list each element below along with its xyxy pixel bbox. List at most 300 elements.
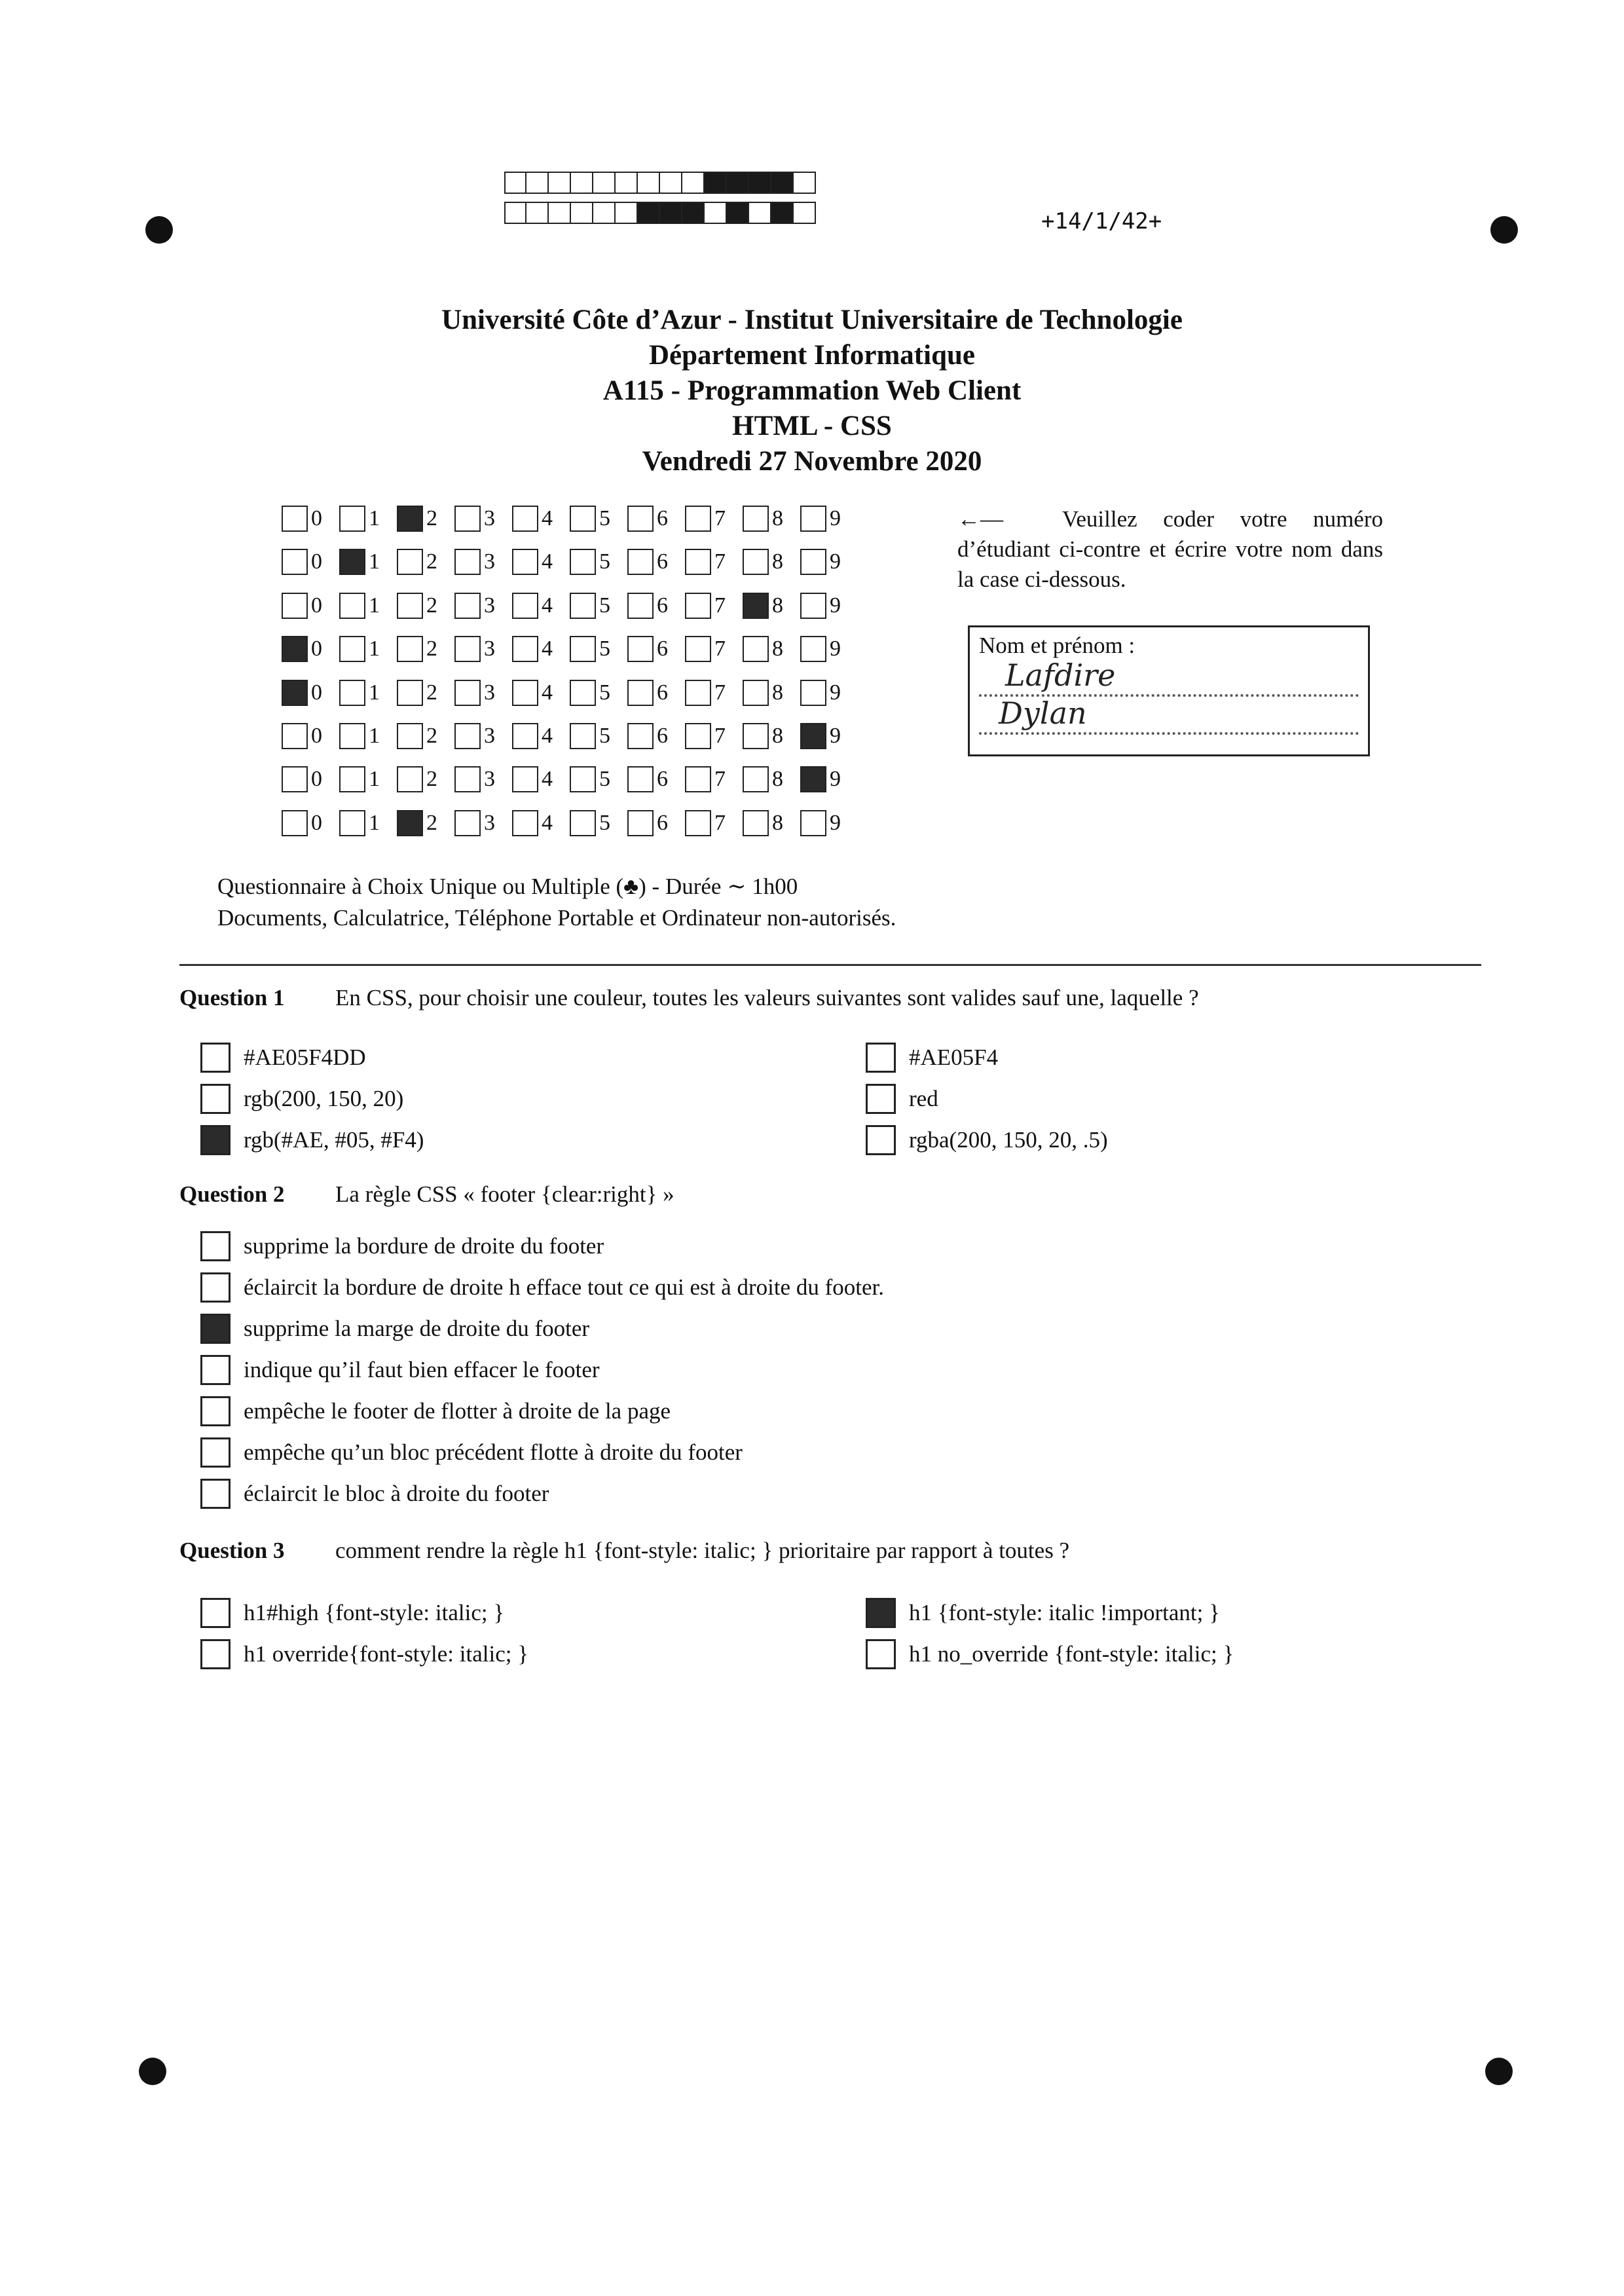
barcode-cell — [771, 172, 794, 194]
exam-info-line-1: Questionnaire à Choix Unique ou Multiple (♣) - Durée ∼ 1h00 — [217, 874, 798, 899]
digit-option[interactable] — [454, 593, 512, 619]
digit-option[interactable] — [454, 810, 512, 836]
digit-option[interactable] — [627, 636, 685, 662]
digit-checkbox[interactable] — [282, 680, 308, 706]
digit-checkbox[interactable] — [570, 549, 596, 575]
digit-option[interactable] — [570, 680, 627, 706]
digit-label: 4 — [542, 637, 553, 661]
answer-text: h1 no_override {font-style: italic; } — [909, 1641, 1234, 1667]
digit-label: 0 — [311, 767, 322, 792]
exam-info — [217, 871, 896, 934]
digit-label: 0 — [311, 680, 322, 705]
digit-label: 8 — [772, 637, 783, 661]
digit-label: 8 — [772, 506, 783, 530]
digit-option[interactable] — [282, 810, 339, 836]
digit-checkbox[interactable] — [512, 636, 538, 662]
name-box-label: Nom et prénom : — [979, 633, 1135, 658]
q1-answer-5[interactable] — [200, 1125, 424, 1155]
digit-label: 4 — [542, 593, 553, 618]
digit-option[interactable] — [570, 506, 627, 532]
digit-label: 8 — [772, 767, 783, 792]
digit-option[interactable] — [454, 680, 512, 706]
answer-text: supprime la marge de droite du footer — [244, 1316, 590, 1341]
digit-checkbox[interactable] — [397, 549, 423, 575]
digit-option[interactable] — [512, 680, 570, 706]
q2-answer-3[interactable] — [200, 1314, 589, 1344]
digit-checkbox[interactable] — [627, 506, 654, 532]
digit-checkbox[interactable] — [454, 506, 481, 532]
checkbox[interactable] — [200, 1125, 231, 1155]
q1-answer-3[interactable] — [200, 1084, 403, 1114]
header-university: Université Côte d’Azur - Institut Universitaire de Technologie — [441, 305, 1183, 335]
digit-label: 6 — [657, 549, 668, 574]
q3-answer-1[interactable] — [200, 1598, 504, 1628]
page-code: +14/1/42+ — [1041, 208, 1162, 234]
answer-text: empêche le footer de flotter à droite de la page — [244, 1398, 671, 1424]
digit-checkbox[interactable] — [454, 593, 481, 619]
question-2-text: La règle CSS « footer {clear:right} » — [335, 1181, 674, 1207]
digit-checkbox[interactable] — [570, 766, 596, 792]
barcode-cell — [549, 172, 571, 194]
digit-checkbox[interactable] — [282, 766, 308, 792]
digit-checkbox[interactable] — [512, 810, 538, 836]
digit-option[interactable] — [570, 766, 627, 792]
digit-label: 8 — [772, 593, 783, 618]
digit-label: 2 — [426, 506, 437, 530]
digit-checkbox[interactable] — [800, 723, 826, 749]
checkbox[interactable] — [866, 1125, 896, 1155]
digit-option[interactable] — [282, 506, 339, 532]
digit-option[interactable] — [627, 723, 685, 749]
digit-option[interactable] — [743, 680, 800, 706]
checkbox[interactable] — [200, 1639, 231, 1669]
digit-checkbox[interactable] — [282, 549, 308, 575]
digit-checkbox[interactable] — [627, 723, 654, 749]
digit-option[interactable] — [339, 810, 397, 836]
digit-label: 1 — [369, 680, 380, 705]
digit-option[interactable] — [397, 723, 454, 749]
barcode-cell — [682, 202, 705, 224]
digit-checkbox[interactable] — [743, 723, 769, 749]
digit-checkbox[interactable] — [570, 506, 596, 532]
digit-checkbox[interactable] — [627, 593, 654, 619]
digit-option[interactable] — [512, 723, 570, 749]
exam-info-line-2: Documents, Calculatrice, Téléphone Portable et Ordinateur non-autorisés. — [217, 905, 896, 931]
digit-label: 2 — [426, 549, 437, 574]
digit-checkbox[interactable] — [339, 549, 365, 575]
digit-option[interactable] — [570, 549, 627, 575]
digit-checkbox[interactable] — [570, 723, 596, 749]
digit-option[interactable] — [800, 680, 858, 706]
digit-label: 3 — [484, 680, 495, 705]
digit-checkbox[interactable] — [282, 723, 308, 749]
digit-label: 0 — [311, 810, 322, 835]
digit-option[interactable] — [743, 506, 800, 532]
digit-checkbox[interactable] — [800, 810, 826, 836]
digit-label: 6 — [657, 767, 668, 792]
digit-option[interactable] — [454, 766, 512, 792]
digit-option[interactable] — [743, 636, 800, 662]
digit-label: 7 — [714, 506, 726, 530]
q1-answer-1[interactable] — [200, 1043, 366, 1073]
checkbox[interactable] — [200, 1314, 231, 1344]
digit-checkbox[interactable] — [800, 549, 826, 575]
header-date: Vendredi 27 Novembre 2020 — [642, 446, 982, 477]
student-id-grid — [282, 504, 858, 852]
digit-option[interactable] — [282, 636, 339, 662]
digit-label: 6 — [657, 680, 668, 705]
digit-checkbox[interactable] — [512, 549, 538, 575]
digit-checkbox[interactable] — [685, 680, 711, 706]
digit-checkbox[interactable] — [743, 549, 769, 575]
digit-label: 8 — [772, 549, 783, 574]
digit-checkbox[interactable] — [743, 593, 769, 619]
digit-label: 5 — [599, 506, 610, 530]
digit-option[interactable] — [282, 593, 339, 619]
barcode-cell — [616, 172, 638, 194]
digit-checkbox[interactable] — [800, 766, 826, 792]
barcode-cell — [638, 172, 660, 194]
digit-label: 0 — [311, 593, 322, 618]
question-2 — [179, 1181, 674, 1208]
digit-label: 1 — [369, 723, 380, 748]
digit-option[interactable] — [800, 766, 858, 792]
student-id-row — [282, 504, 858, 533]
digit-label: 9 — [830, 767, 841, 792]
checkbox[interactable] — [200, 1479, 231, 1509]
barcode-cell — [526, 202, 549, 224]
digit-label: 4 — [542, 723, 553, 748]
question-3 — [179, 1538, 1069, 1564]
barcode-cell — [705, 172, 727, 194]
digit-label: 4 — [542, 549, 553, 574]
digit-checkbox[interactable] — [397, 723, 423, 749]
digit-option[interactable] — [397, 810, 454, 836]
digit-option[interactable] — [685, 680, 743, 706]
digit-checkbox[interactable] — [282, 810, 308, 836]
q1-answer-4[interactable] — [866, 1084, 938, 1114]
digit-option[interactable] — [800, 506, 858, 532]
digit-checkbox[interactable] — [627, 766, 654, 792]
digit-option[interactable] — [627, 506, 685, 532]
digit-option[interactable] — [339, 766, 397, 792]
digit-option[interactable] — [282, 549, 339, 575]
digit-checkbox[interactable] — [685, 593, 711, 619]
barcode-cell — [727, 202, 749, 224]
digit-checkbox[interactable] — [512, 680, 538, 706]
digit-label: 3 — [484, 637, 495, 661]
student-id-row — [282, 591, 858, 620]
digit-option[interactable] — [454, 506, 512, 532]
q2-answer-2[interactable] — [200, 1272, 884, 1303]
digit-label: 9 — [830, 723, 841, 748]
digit-option[interactable] — [685, 506, 743, 532]
digit-checkbox[interactable] — [282, 593, 308, 619]
digit-option[interactable] — [685, 549, 743, 575]
digit-option[interactable] — [800, 636, 858, 662]
barcode-row-1 — [504, 172, 816, 194]
q2-answer-7[interactable] — [200, 1479, 549, 1509]
checkbox[interactable] — [866, 1639, 896, 1669]
digit-checkbox[interactable] — [397, 810, 423, 836]
checkbox[interactable] — [200, 1272, 231, 1303]
barcode-cell — [660, 172, 682, 194]
checkbox[interactable] — [200, 1355, 231, 1385]
digit-checkbox[interactable] — [743, 506, 769, 532]
digit-option[interactable] — [397, 506, 454, 532]
digit-label: 8 — [772, 680, 783, 705]
answer-text: #AE05F4 — [909, 1045, 999, 1070]
digit-checkbox[interactable] — [339, 723, 365, 749]
digit-checkbox[interactable] — [512, 593, 538, 619]
digit-checkbox[interactable] — [454, 549, 481, 575]
digit-checkbox[interactable] — [397, 593, 423, 619]
digit-label: 5 — [599, 593, 610, 618]
digit-option[interactable] — [800, 593, 858, 619]
digit-option[interactable] — [339, 549, 397, 575]
barcode-cell — [638, 202, 660, 224]
barcode-cell — [794, 172, 816, 194]
digit-checkbox[interactable] — [685, 506, 711, 532]
digit-checkbox[interactable] — [454, 680, 481, 706]
digit-checkbox[interactable] — [685, 549, 711, 575]
barcode-cell — [616, 202, 638, 224]
barcode-cell — [571, 202, 593, 224]
digit-option[interactable] — [570, 810, 627, 836]
digit-checkbox[interactable] — [339, 506, 365, 532]
registration-dot-top-right — [1490, 216, 1518, 244]
answer-text: indique qu’il faut bien effacer le footer — [244, 1357, 600, 1382]
digit-label: 6 — [657, 723, 668, 748]
digit-option[interactable] — [397, 549, 454, 575]
digit-checkbox[interactable] — [800, 680, 826, 706]
digit-label: 2 — [426, 637, 437, 661]
q2-answer-1[interactable] — [200, 1231, 604, 1261]
digit-checkbox[interactable] — [685, 636, 711, 662]
digit-option[interactable] — [512, 810, 570, 836]
digit-label: 1 — [369, 637, 380, 661]
digit-option[interactable] — [282, 680, 339, 706]
digit-checkbox[interactable] — [627, 636, 654, 662]
checkbox[interactable] — [200, 1437, 231, 1468]
digit-label: 2 — [426, 767, 437, 792]
checkbox[interactable] — [200, 1598, 231, 1628]
digit-checkbox[interactable] — [743, 766, 769, 792]
digit-option[interactable] — [397, 766, 454, 792]
digit-option[interactable] — [743, 766, 800, 792]
digit-option[interactable] — [454, 723, 512, 749]
digit-label: 2 — [426, 680, 437, 705]
digit-label: 5 — [599, 549, 610, 574]
digit-option[interactable] — [454, 549, 512, 575]
digit-option[interactable] — [570, 593, 627, 619]
digit-checkbox[interactable] — [397, 636, 423, 662]
q1-answer-6[interactable] — [866, 1125, 1108, 1155]
checkbox[interactable] — [200, 1396, 231, 1426]
digit-checkbox[interactable] — [800, 636, 826, 662]
digit-checkbox[interactable] — [800, 593, 826, 619]
checkbox[interactable] — [200, 1084, 231, 1114]
digit-checkbox[interactable] — [512, 723, 538, 749]
barcode-cell — [705, 202, 727, 224]
q2-answer-6[interactable] — [200, 1437, 743, 1468]
digit-option[interactable] — [512, 506, 570, 532]
digit-checkbox[interactable] — [339, 810, 365, 836]
answer-text: rgb(#AE, #05, #F4) — [244, 1127, 424, 1153]
q3-answer-3[interactable] — [200, 1639, 528, 1669]
barcode-cell — [504, 172, 526, 194]
digit-checkbox[interactable] — [454, 810, 481, 836]
question-1 — [179, 985, 1199, 1011]
digit-label: 5 — [599, 767, 610, 792]
name-box[interactable] — [968, 625, 1370, 756]
digit-option[interactable] — [339, 636, 397, 662]
question-3-label: Question 3 — [179, 1538, 285, 1563]
digit-option[interactable] — [339, 506, 397, 532]
digit-option[interactable] — [800, 723, 858, 749]
digit-option[interactable] — [685, 723, 743, 749]
digit-checkbox[interactable] — [512, 506, 538, 532]
digit-checkbox[interactable] — [685, 810, 711, 836]
name-line-2 — [979, 695, 1359, 735]
digit-option[interactable] — [512, 593, 570, 619]
digit-option[interactable] — [685, 593, 743, 619]
digit-label: 3 — [484, 810, 495, 835]
digit-option[interactable] — [743, 810, 800, 836]
digit-checkbox[interactable] — [743, 636, 769, 662]
digit-label: 7 — [714, 549, 726, 574]
digit-label: 3 — [484, 549, 495, 574]
digit-checkbox[interactable] — [685, 723, 711, 749]
digit-checkbox[interactable] — [685, 766, 711, 792]
question-1-text: En CSS, pour choisir une couleur, toutes les valeurs suivantes sont valides sauf une, laquelle ? — [335, 985, 1199, 1010]
digit-checkbox[interactable] — [339, 680, 365, 706]
digit-option[interactable] — [339, 680, 397, 706]
digit-label: 9 — [830, 549, 841, 574]
q3-answer-2[interactable] — [866, 1598, 1220, 1628]
digit-option[interactable] — [685, 766, 743, 792]
digit-checkbox[interactable] — [627, 680, 654, 706]
digit-label: 8 — [772, 723, 783, 748]
digit-checkbox[interactable] — [454, 636, 481, 662]
digit-label: 3 — [484, 723, 495, 748]
digit-option[interactable] — [512, 549, 570, 575]
barcode-cell — [660, 202, 682, 224]
digit-checkbox[interactable] — [627, 549, 654, 575]
digit-option[interactable] — [627, 549, 685, 575]
digit-checkbox[interactable] — [570, 593, 596, 619]
digit-checkbox[interactable] — [743, 680, 769, 706]
digit-checkbox[interactable] — [282, 636, 308, 662]
digit-label: 0 — [311, 506, 322, 530]
digit-label: 3 — [484, 593, 495, 618]
digit-option[interactable] — [743, 549, 800, 575]
digit-label: 7 — [714, 637, 726, 661]
digit-option[interactable] — [570, 636, 627, 662]
registration-dot-top-left — [145, 216, 173, 244]
digit-option[interactable] — [685, 636, 743, 662]
digit-label: 7 — [714, 723, 726, 748]
digit-label: 5 — [599, 680, 610, 705]
exam-header — [0, 303, 1624, 479]
digit-option[interactable] — [512, 766, 570, 792]
digit-option[interactable] — [570, 723, 627, 749]
checkbox[interactable] — [866, 1043, 896, 1073]
checkbox[interactable] — [866, 1084, 896, 1114]
digit-label: 0 — [311, 637, 322, 661]
digit-option[interactable] — [339, 593, 397, 619]
digit-checkbox[interactable] — [339, 636, 365, 662]
digit-option[interactable] — [743, 593, 800, 619]
digit-option[interactable] — [454, 636, 512, 662]
q2-answer-5[interactable] — [200, 1396, 671, 1426]
digit-option[interactable] — [800, 810, 858, 836]
digit-label: 5 — [599, 637, 610, 661]
barcode-cell — [571, 172, 593, 194]
digit-checkbox[interactable] — [397, 680, 423, 706]
digit-option[interactable] — [282, 723, 339, 749]
checkbox[interactable] — [866, 1598, 896, 1628]
handwritten-lastname: Lafdire — [1005, 657, 1116, 693]
digit-label: 6 — [657, 637, 668, 661]
digit-checkbox[interactable] — [570, 636, 596, 662]
digit-option[interactable] — [282, 766, 339, 792]
digit-label: 6 — [657, 810, 668, 835]
q2-answer-4[interactable] — [200, 1355, 600, 1385]
digit-option[interactable] — [397, 593, 454, 619]
digit-label: 0 — [311, 723, 322, 748]
digit-option[interactable] — [685, 810, 743, 836]
digit-label: 2 — [426, 810, 437, 835]
digit-checkbox[interactable] — [627, 810, 654, 836]
digit-checkbox[interactable] — [512, 766, 538, 792]
q3-answer-4[interactable] — [866, 1639, 1234, 1669]
digit-checkbox[interactable] — [282, 506, 308, 532]
digit-option[interactable] — [339, 723, 397, 749]
barcode-row-2 — [504, 202, 816, 224]
barcode-cell — [794, 202, 816, 224]
digit-checkbox[interactable] — [454, 766, 481, 792]
question-3-text: comment rendre la règle h1 {font-style: italic; } prioritaire par rapport à toutes ? — [335, 1538, 1070, 1563]
answer-text: red — [909, 1086, 938, 1111]
digit-checkbox[interactable] — [570, 810, 596, 836]
digit-label: 4 — [542, 767, 553, 792]
digit-option[interactable] — [397, 680, 454, 706]
answer-text: empêche qu’un bloc précédent flotte à droite du footer — [244, 1439, 743, 1465]
digit-option[interactable] — [627, 766, 685, 792]
digit-option[interactable] — [627, 680, 685, 706]
checkbox[interactable] — [200, 1043, 231, 1073]
digit-option[interactable] — [627, 593, 685, 619]
checkbox[interactable] — [200, 1231, 231, 1261]
digit-option[interactable] — [800, 549, 858, 575]
digit-checkbox[interactable] — [397, 766, 423, 792]
digit-checkbox[interactable] — [339, 593, 365, 619]
digit-option[interactable] — [627, 810, 685, 836]
digit-checkbox[interactable] — [454, 723, 481, 749]
digit-checkbox[interactable] — [800, 506, 826, 532]
digit-option[interactable] — [397, 636, 454, 662]
q1-answer-2[interactable] — [866, 1043, 998, 1073]
barcode-cell — [749, 172, 771, 194]
digit-checkbox[interactable] — [397, 506, 423, 532]
digit-checkbox[interactable] — [743, 810, 769, 836]
barcode-cell — [727, 172, 749, 194]
digit-checkbox[interactable] — [570, 680, 596, 706]
digit-option[interactable] — [512, 636, 570, 662]
digit-option[interactable] — [743, 723, 800, 749]
digit-checkbox[interactable] — [339, 766, 365, 792]
